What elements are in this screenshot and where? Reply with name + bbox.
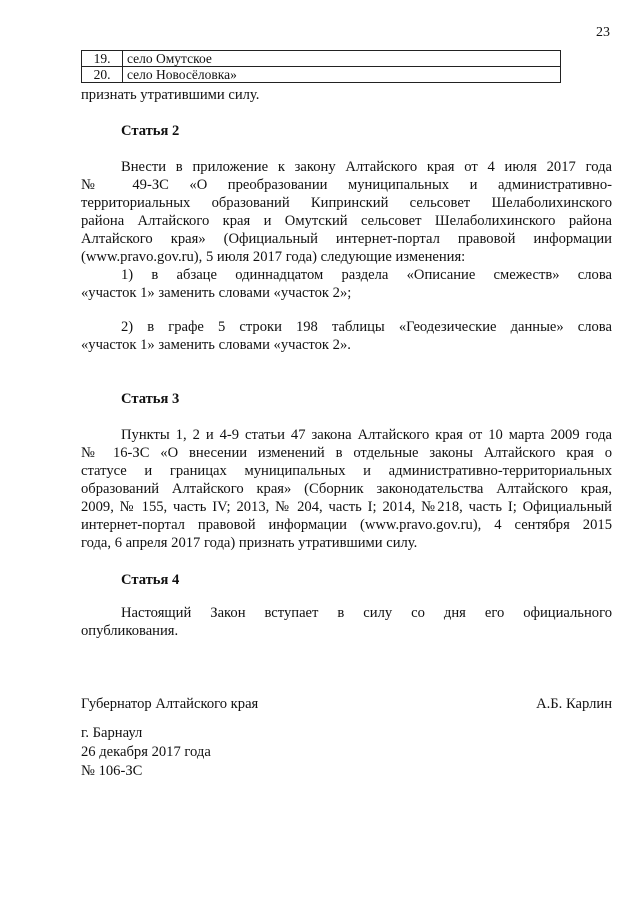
- article-2-paragraph: [81, 158, 612, 302]
- row-name: село Новосёловка»: [123, 67, 561, 83]
- table-row: [82, 67, 561, 83]
- text-line: 2009, № 155, часть IV; 2013, № 204, часть I; 2014, №218, часть I; Официальный: [81, 499, 612, 515]
- text-line: статусе и границах муниципальных и административно-территориальных: [81, 463, 612, 479]
- article-2-item-2: [81, 318, 612, 354]
- row-name: село Омутское: [123, 51, 561, 67]
- row-number: 20.: [82, 67, 123, 83]
- date: 26 декабря 2017 года: [81, 744, 211, 760]
- law-number: № 106-ЗС: [81, 763, 143, 779]
- text-line: образований Алтайского края» (Сборник законодательства Алтайского края,: [81, 481, 612, 497]
- text-line: «участок 1» заменить словами «участок 2»;: [81, 285, 352, 301]
- text-line: 2) в графе 5 строки 198 таблицы «Геодезические данные» слова: [121, 319, 612, 335]
- text-line: опубликования.: [81, 623, 179, 639]
- row-number: 19.: [82, 51, 123, 67]
- text-line: Алтайского края» (Официальный интернет-портал правовой информации: [81, 231, 612, 247]
- page-number: 23: [596, 25, 610, 40]
- text-line: Пункты 1, 2 и 4-9 статьи 47 закона Алтайского края от 10 марта 2009 года: [121, 427, 612, 443]
- text-line: № 49-ЗС «О преобразовании муниципальных и административно-: [81, 177, 612, 193]
- after-table-text: признать утратившими силу.: [81, 87, 260, 103]
- text-line: территориальных образований Кипринский сельсовет Шелаболихинского: [81, 195, 612, 211]
- text-line: «участок 1» заменить словами «участок 2».: [81, 337, 351, 353]
- article-4-paragraph: [81, 604, 612, 640]
- text-line: 1) в абзаце одиннадцатом раздела «Описание смежеств» слова: [121, 267, 612, 283]
- text-line: интернет-портал правовой информации (www.pravo.gov.ru), 4 сентября 2015: [81, 517, 612, 533]
- text-line: № 16-ЗС «О внесении изменений в отдельные законы Алтайского края о: [81, 445, 612, 461]
- article-3-paragraph: [81, 426, 612, 552]
- text-line: (www.pravo.gov.ru), 5 июля 2017 года) следующие изменения:: [81, 249, 466, 265]
- article-2-heading: Статья 2: [121, 123, 180, 139]
- settlements-table: [81, 50, 561, 83]
- text-line: Настоящий Закон вступает в силу со дня его официального: [121, 605, 612, 621]
- article-4-heading: Статья 4: [121, 572, 180, 588]
- text-line: района Алтайского края и Омутский сельсовет Шелаболихинского района: [81, 213, 612, 229]
- text-line: года, 6 апреля 2017 года) признать утратившими силу.: [81, 535, 418, 551]
- article-3-heading: Статья 3: [121, 391, 180, 407]
- city: г. Барнаул: [81, 725, 143, 741]
- document-footer: [81, 724, 211, 781]
- signatory-name: А.Б. Карлин: [536, 696, 612, 712]
- signatory-title: Губернатор Алтайского края: [81, 696, 259, 712]
- table-row: [82, 51, 561, 67]
- text-line: Внести в приложение к закону Алтайского края от 4 июля 2017 года: [121, 159, 612, 175]
